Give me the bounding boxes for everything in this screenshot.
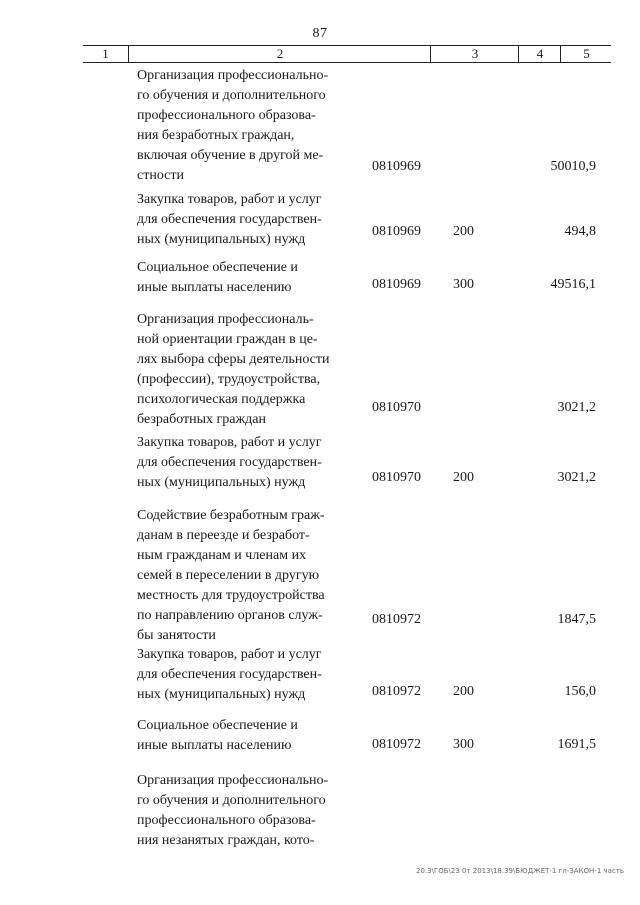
row-code: 0810970 — [372, 470, 421, 485]
row-name: Организация профессионально- го обучения и дополнительного профессионального образова- ния незанятых граждан, кото- — [137, 773, 329, 848]
row-code: 0810970 — [372, 400, 421, 415]
row-code: 0810969 — [372, 277, 421, 292]
row-amount: 3021,2 — [557, 400, 596, 415]
table-header-row — [83, 45, 611, 63]
row-name: Организация профессионально- го обучения и дополнительного профессионального образова- ния безработных граждан, включая обучение в другой ме- стности — [137, 68, 329, 183]
row-name: Закупка товаров, работ и услуг для обеспечения государствен- ных (муниципальных) нужд — [137, 192, 322, 247]
row-code: 0810969 — [372, 224, 421, 239]
row-kind: 200 — [453, 224, 474, 239]
column-header-3: 3 — [430, 46, 519, 62]
row-name: Социальное обеспечение и иные выплаты населению — [137, 260, 298, 295]
row-code: 0810969 — [372, 159, 421, 174]
page-number: 87 — [312, 26, 328, 41]
row-amount: 50010,9 — [550, 159, 596, 174]
row-amount: 49516,1 — [550, 277, 596, 292]
row-name: Закупка товаров, работ и услуг для обеспечения государствен- ных (муниципальных) нужд — [137, 435, 322, 490]
column-header-2: 2 — [128, 46, 431, 62]
row-name: Закупка товаров, работ и услуг для обеспечения государствен- ных (муниципальных) нужд — [137, 647, 322, 702]
row-name: Содействие безработным граж- данам в переезде и безработ- ным гражданам и членам их семей в переселении в другую местность для трудоустройства по направлению органов служ- бы занятости — [137, 508, 325, 643]
column-header-1: 1 — [102, 46, 109, 61]
footer-file-path: 20.3\ГОБ\23 0т 2013\18.39\БЮДЖЕТ-1 гл-ЗАКОН-1 часть — [416, 867, 624, 875]
column-header-4: 4 — [518, 46, 561, 62]
row-amount: 3021,2 — [557, 470, 596, 485]
row-kind: 200 — [453, 684, 474, 699]
row-name: Социальное обеспечение и иные выплаты населению — [137, 718, 298, 753]
column-header-5: 5 — [560, 46, 612, 62]
row-amount: 1847,5 — [557, 612, 596, 627]
row-code: 0810972 — [372, 684, 421, 699]
row-kind: 300 — [453, 277, 474, 292]
row-code: 0810972 — [372, 612, 421, 627]
row-amount: 1691,5 — [557, 737, 596, 752]
row-amount: 494,8 — [564, 224, 596, 239]
row-name: Организация профессиональ- ной ориентации граждан в це- лях выбора сферы деятельности (профессии), трудоустройства, психологическая поддержка безработных граждан — [137, 312, 330, 427]
row-kind: 200 — [453, 470, 474, 485]
row-amount: 156,0 — [564, 684, 596, 699]
row-kind: 300 — [453, 737, 474, 752]
row-code: 0810972 — [372, 737, 421, 752]
